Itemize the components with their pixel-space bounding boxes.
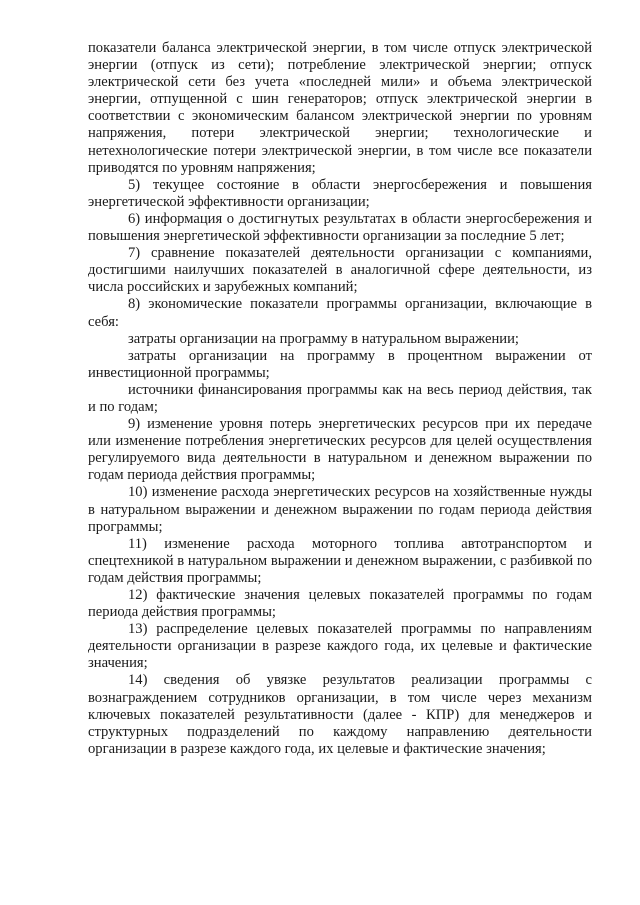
paragraph-continuation: показатели баланса электрической энергии, в том числе отпуск электрической энергии (отпуск из сети); потребление электрической энергии; отпуск электрической сети без учета «последней мили» и объема электрической энергии, отпущенной с шин генераторов; отпуск электрической энергии в соответствии с экономическим балансом электрической энергии по уровням напряжения, потери электрической энергии; технологические и нетехнологические потери электрической энергии, в том числе все показатели приводятся по уровням напряжения; [88,40,592,176]
paragraph-item-14: 14) сведения об увязке результатов реализации программы с вознаграждением сотрудников организации, в том числе через механизм ключевых показателей результативности (далее - КПР) для менеджеров и структурных подразделений по каждому направлению деятельности организации в разрезе каждого года, их целевые и фактические значения; [88,672,592,757]
paragraph-item-10: 10) изменение расхода энергетических ресурсов на хозяйственные нужды в натуральном выражении и денежном выражении по годам периода действия программы; [88,484,592,535]
paragraph-item-7: 7) сравнение показателей деятельности организации с компаниями, достигшими наилучших показателей в аналогичной сфере деятельности, из числа российских и зарубежных компаний; [88,245,592,296]
document-body [88,40,592,758]
paragraph-item-6: 6) информация о достигнутых результатах в области энергосбережения и повышения энергетической эффективности организации за последние 5 лет; [88,210,592,245]
paragraph-subitem-costs-percent: затраты организации на программу в процентном выражении от инвестиционной программы; [88,347,592,381]
paragraph-item-12: 12) фактические значения целевых показателей программы по годам периода действия программы; [88,587,592,621]
paragraph-subitem-funding-sources: источники финансирования программы как на весь период действия, так и по годам; [88,381,592,415]
paragraph-item-8: 8) экономические показатели программы организации, включающие в себя: [88,296,592,330]
paragraph-item-13: 13) распределение целевых показателей программы по направлениям деятельности организации в разрезе каждого года, их целевые и фактические значения; [88,621,592,672]
paragraph-subitem-costs-natural: затраты организации на программу в натуральном выражении; [128,330,519,347]
paragraph-item-9: 9) изменение уровня потерь энергетических ресурсов при их передаче или изменение потребления энергетических ресурсов для целей осуществления регулируемого вида деятельности в натуральном и денежном выражении по годам периода действия программы; [88,416,592,484]
paragraph-item-5: 5) текущее состояние в области энергосбережения и повышения энергетической эффективности организации; [88,176,592,210]
paragraph-item-11: 11) изменение расхода моторного топлива автотранспортом и спецтехникой в натуральном выражении и денежном выражении, с разбивкой по годам действия программы; [88,535,592,586]
